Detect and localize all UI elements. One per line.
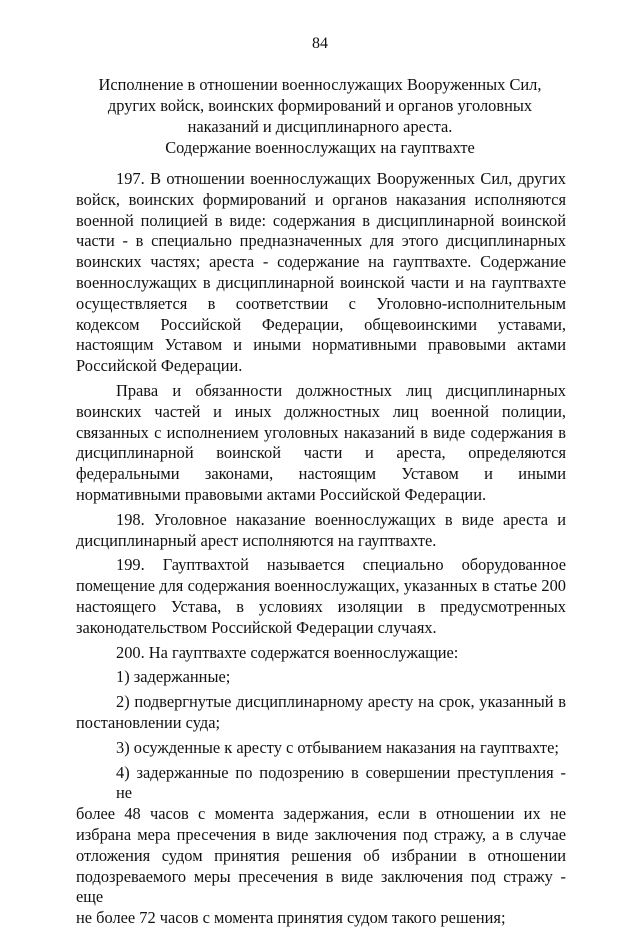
text-line: настоящим Уставом и иными нормативными правовыми актами — [76, 335, 566, 355]
title-line: Содержание военнослужащих на гауптвахте — [165, 138, 475, 157]
text-line: 4) задержанные по подозрению в совершении преступления - не — [116, 762, 566, 803]
title-line: Исполнение в отношении военнослужащих Вооруженных Сил, — [98, 75, 542, 94]
section-title — [60, 74, 580, 158]
text-line: 3) осужденные к аресту с отбыванием наказания на гауптвахте; — [116, 737, 559, 757]
text-line: подозреваемого меры пресечения в виде заключения под стражу - еще — [76, 866, 566, 907]
text-line: 200. На гауптвахте содержатся военнослужащие: — [116, 642, 459, 662]
text-line: помещение для содержания военнослужащих, указанных в статье 200 — [76, 576, 566, 596]
paragraph — [76, 692, 566, 734]
text-line: 197. В отношении военнослужащих Вооруженных Сил, других — [116, 169, 566, 188]
text-line: более 48 часов с момента задержания, если в отношении их не — [76, 804, 566, 824]
paragraph — [76, 555, 566, 638]
text-line: военной полицией в виде: содержания в дисциплинарной воинской — [76, 210, 566, 230]
title-line: наказаний и дисциплинарного ареста. — [187, 117, 453, 136]
text-line: 198. Уголовное наказание военнослужащих в виде ареста и — [116, 509, 566, 529]
paragraph — [76, 667, 566, 688]
text-line: кодексом Российской Федерации, общевоинскими уставами, — [76, 314, 566, 334]
paragraph — [76, 643, 566, 664]
paragraph — [76, 738, 566, 759]
text-line: части - в специально предназначенных для этого дисциплинарных — [76, 231, 566, 251]
text-line: войск, воинских формирований и органов наказания исполняются — [76, 189, 566, 209]
text-line: дисциплинарной воинской части и ареста, определяются — [76, 443, 566, 463]
text-line: Права и обязанности должностных лиц дисциплинарных — [116, 380, 566, 400]
text-line: нормативными правовыми актами Российской Федерации. — [76, 484, 487, 504]
text-line: осуществляется в соответствии с Уголовно-исполнительным — [76, 293, 566, 313]
text-line: постановлении суда; — [76, 712, 221, 732]
text-line: отложения судом принятия решения об избрании в отношении — [76, 845, 566, 865]
text-line: избрана мера пресечения в виде заключения под стражу, а в случае — [76, 824, 566, 844]
paragraph — [76, 510, 566, 552]
paragraph — [76, 763, 566, 929]
text-line: дисциплинарный арест исполняются на гауптвахте. — [76, 530, 437, 550]
page-number: 84 — [312, 35, 328, 52]
text-line: настоящего Устава, в условиях изоляции в предусмотренных — [76, 596, 566, 616]
text-line: военнослужащих в дисциплинарной воинской части и на гауптвахте — [76, 272, 566, 292]
text-line: Российской Федерации. — [76, 356, 243, 376]
text-line: связанных с исполнением уголовных наказаний в виде содержания в — [76, 422, 566, 442]
text-line: федеральными законами, настоящим Уставом и иными — [76, 464, 566, 484]
text-line: 2) подвергнутые дисциплинарному аресту на срок, указанный в — [116, 692, 566, 712]
text-line: 1) задержанные; — [116, 667, 231, 687]
paragraph — [76, 169, 566, 377]
text-line: воинских частей и иных должностных лиц военной полиции, — [76, 401, 566, 421]
paragraph — [76, 381, 566, 506]
document-body — [76, 169, 566, 929]
text-line: не более 72 часов с момента принятия судом такого решения; — [76, 908, 506, 928]
text-line: законодательством Российской Федерации случаях. — [76, 617, 437, 637]
text-line: воинских частях; ареста - содержание на гауптвахте. Содержание — [76, 252, 566, 272]
text-line: 199. Гауптвахтой называется специально оборудованное — [116, 555, 566, 575]
title-line: других войск, воинских формирований и органов уголовных — [107, 96, 533, 115]
